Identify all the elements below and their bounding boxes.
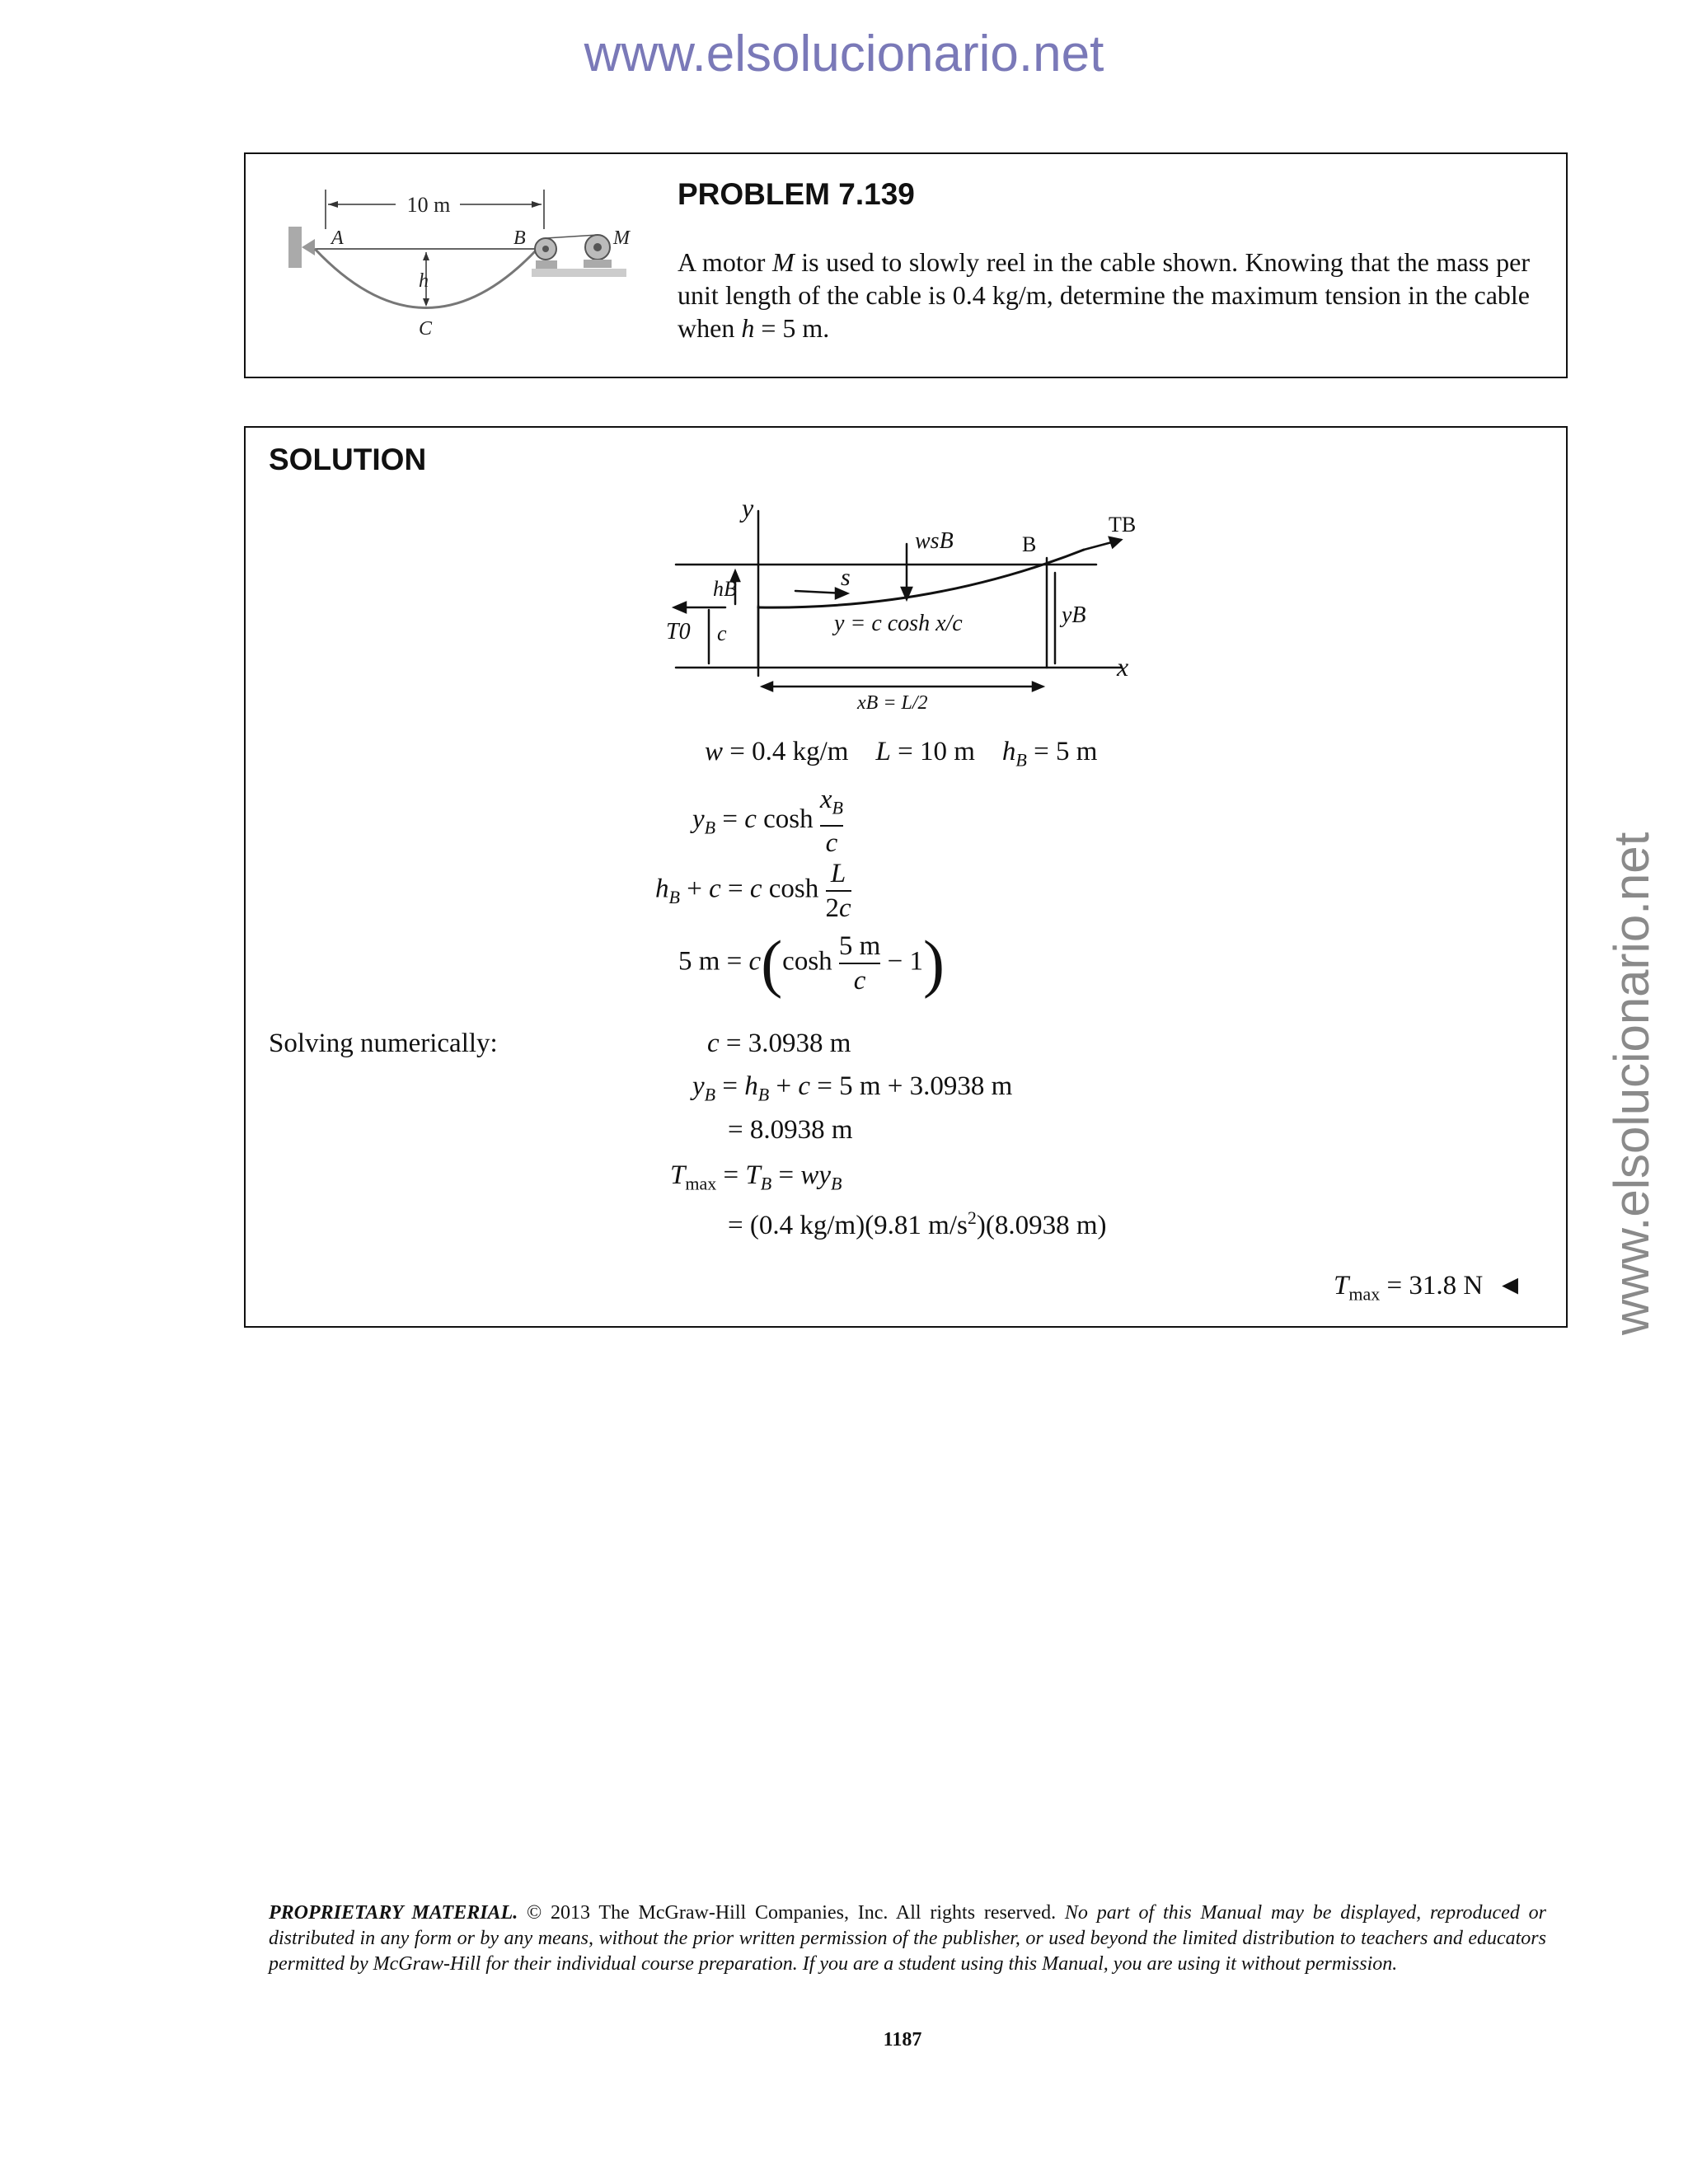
result-c-value: 3.0938 m bbox=[748, 1029, 851, 1058]
problem-text-c: = 5 m. bbox=[754, 313, 830, 343]
problem-text-a: A motor bbox=[678, 247, 772, 277]
page-number: 1187 bbox=[883, 2029, 922, 2050]
figure-span-label: 10 m bbox=[406, 193, 451, 217]
diagram-label-y-b: yB bbox=[1062, 602, 1086, 628]
figure-label-c: C bbox=[419, 318, 433, 340]
diagram-label-point-b: B bbox=[1022, 532, 1037, 556]
result-yb-expr: 5 m + 3.0938 m bbox=[839, 1071, 1013, 1101]
answer-marker-icon: ◄ bbox=[1496, 1271, 1524, 1301]
footer-notice: No part of this Manual may be displayed, reproduced or distributed in any form or by any means, without the prior written permission of the publisher, or used beyond the limited distribution to teachers and educators permitted by McGraw-Hill for their individual course preparation. If you are a student using this Manual, you are using it without permission. bbox=[269, 1902, 1546, 1975]
result-yb: $y_B = h_B + c = 5$ m + 3.0938 m bbox=[692, 1071, 1013, 1105]
problem-text-motor-symbol: M bbox=[771, 247, 795, 277]
product-part-1: (0.4 kg/m)(9.81 m/s bbox=[749, 1211, 968, 1240]
given-values: w = 0.4 kg/m L = 10 m $h_B = 5$ m bbox=[705, 737, 1098, 771]
watermark-side: www.elsolucionario.net bbox=[1604, 832, 1659, 1335]
problem-figure bbox=[280, 181, 643, 346]
given-l: 10 m bbox=[919, 737, 975, 766]
diagram-label-y-axis: y bbox=[742, 499, 754, 523]
diagram-label-x-b: xB = L/2 bbox=[857, 692, 928, 713]
figure-label-m: M bbox=[613, 227, 630, 249]
equation-catenary-hb: $h_B + c = c$ cosh $\frac{L}{2c}$ bbox=[655, 859, 851, 923]
diagram-label-tension-b: TB bbox=[1109, 513, 1137, 537]
problem-text-h-symbol: h bbox=[741, 313, 755, 343]
diagram-label-t-0: T0 bbox=[666, 619, 691, 644]
result-yb-number: 8.0938 m bbox=[749, 1115, 853, 1145]
figure-label-h: h bbox=[419, 270, 429, 292]
solving-label: Solving numerically: bbox=[269, 1029, 498, 1058]
diagram-label-curve: y = c cosh x/c bbox=[834, 611, 963, 636]
product-exponent: 2 bbox=[967, 1207, 977, 1228]
product-part-2: )(8.0938 m) bbox=[976, 1211, 1107, 1240]
copyright-footer bbox=[269, 1900, 1546, 1977]
catenary-diagram bbox=[659, 499, 1154, 713]
diagram-label-load: wsB bbox=[915, 528, 954, 554]
diagram-label-x-axis: x bbox=[1117, 652, 1129, 682]
equation-catenary-yb: $y_B = c$ cosh $\frac{x_B}{c}$ bbox=[692, 785, 843, 858]
figure-label-b: B bbox=[513, 227, 526, 249]
problem-text bbox=[678, 246, 1530, 344]
footer-lead: PROPRIETARY MATERIAL. bbox=[269, 1902, 518, 1924]
result-tmax-product: = (0.4 kg/m)(9.81 $m/s^2)(8.0938$ m) bbox=[728, 1207, 1107, 1240]
figure-label-a: A bbox=[331, 227, 344, 249]
problem-text-b: is used to slowly reel in the cable shown. Knowing that the mass per unit length of the cable is 0.4 kg/m, determine the maximum tension in the cable when bbox=[678, 247, 1531, 343]
final-answer: $T_{max} = 31.8$ N ◄ bbox=[1334, 1271, 1524, 1305]
watermark-top: www.elsolucionario.net bbox=[584, 26, 1104, 82]
problem-title: PROBLEM 7.139 bbox=[678, 177, 915, 211]
equation-numeric: 5 m = c(cosh $\frac{5 m}{c}$ − 1) bbox=[678, 927, 945, 999]
result-yb-value: = 8.0938 m bbox=[728, 1115, 853, 1145]
diagram-label-s: s bbox=[841, 564, 851, 591]
final-answer-value: 31.8 N bbox=[1409, 1271, 1484, 1301]
footer-copyright: © 2013 The McGraw-Hill Companies, Inc. All rights reserved. bbox=[518, 1902, 1065, 1924]
diagram-label-h-b: hB bbox=[713, 577, 737, 601]
given-w: 0.4 kg/m bbox=[752, 737, 849, 766]
result-tmax-formula: $T_{max} = T_B = wy_B$ bbox=[670, 1160, 842, 1194]
given-hb: 5 m bbox=[1055, 737, 1098, 766]
result-c: c = 3.0938 m bbox=[707, 1029, 851, 1058]
diagram-label-c: c bbox=[717, 621, 727, 645]
solution-title: SOLUTION bbox=[269, 443, 427, 476]
